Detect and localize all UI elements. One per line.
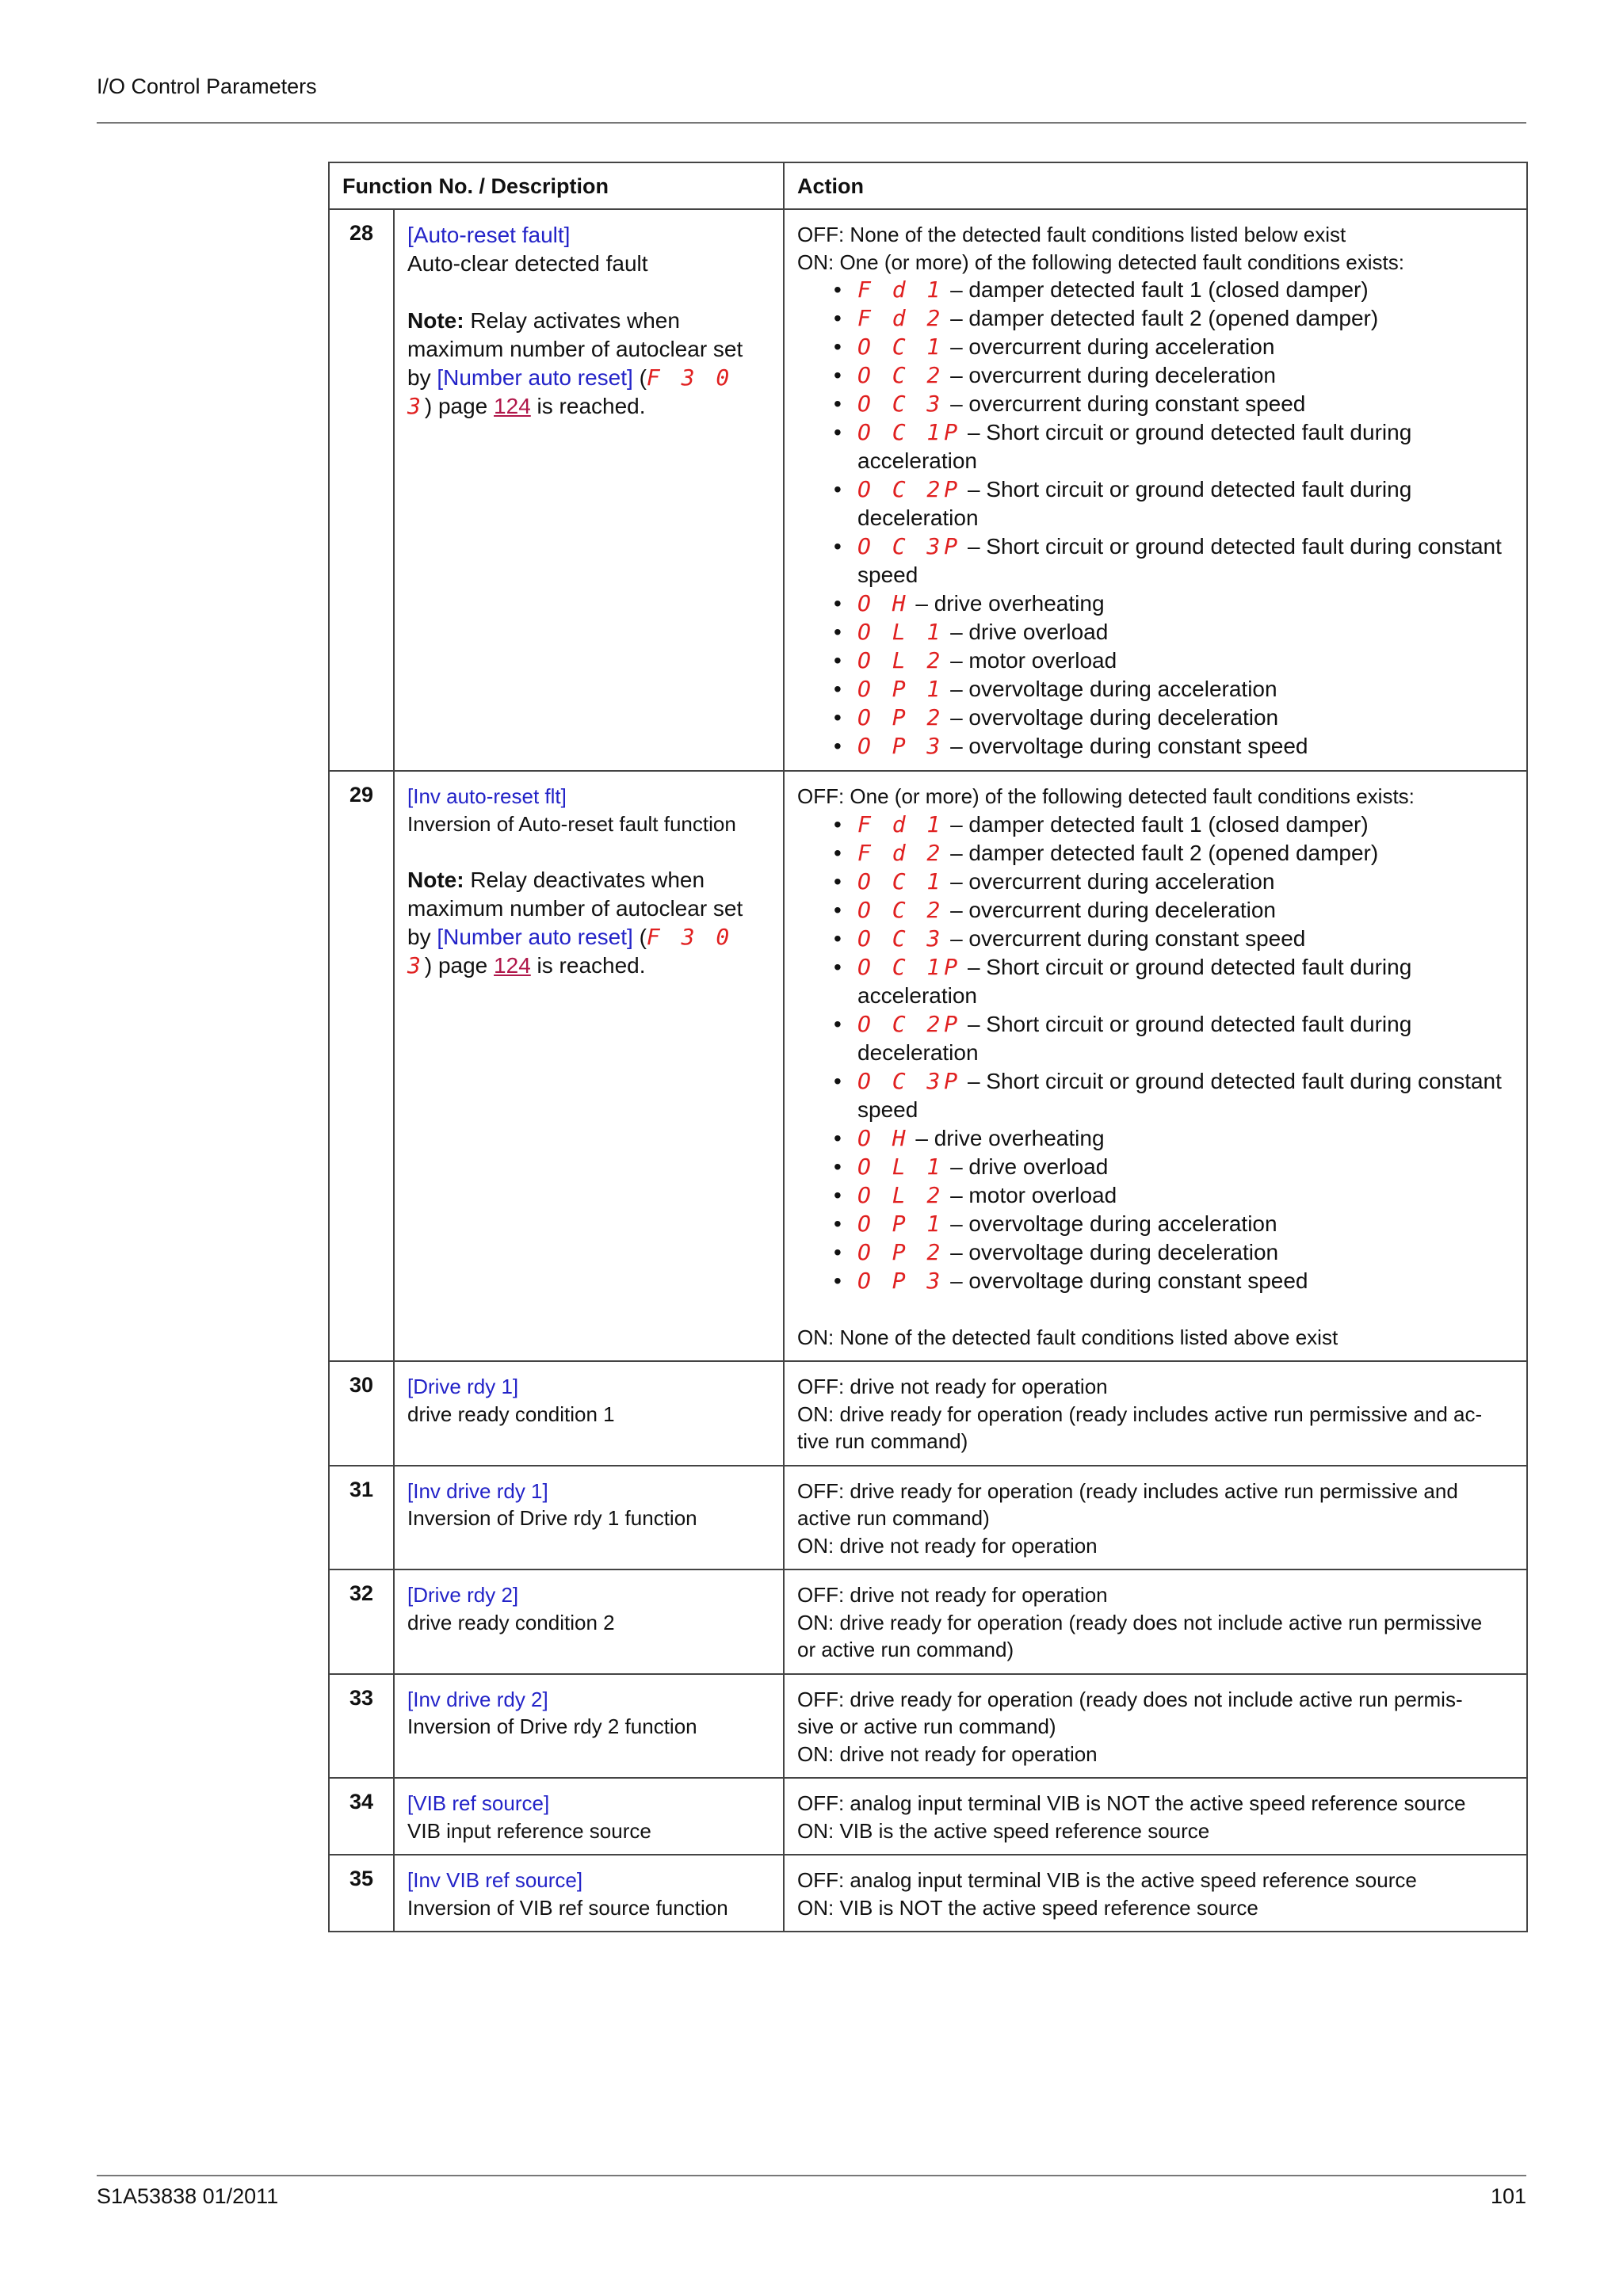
note-end: is reached.	[537, 953, 646, 978]
table-row	[329, 1855, 1527, 1932]
fault-text: – overcurrent during constant speed	[950, 391, 1306, 416]
fault-code: O C 3	[857, 925, 945, 952]
action-line: ON: drive ready for operation (ready includes active run permissive and ac-	[797, 1402, 1483, 1426]
paren-close: )	[424, 394, 433, 418]
fault-text: – overcurrent during acceleration	[950, 868, 1275, 894]
table-row	[329, 1569, 1527, 1674]
action-cell	[784, 1674, 1527, 1779]
fault-list-item	[834, 675, 1514, 704]
parameter-desc: drive ready condition 2	[407, 1610, 615, 1634]
parameter-name[interactable]: [Auto-reset fault]	[407, 223, 571, 247]
header-divider	[97, 122, 1526, 124]
function-number: 31	[329, 1466, 394, 1570]
parameter-name[interactable]: [Inv drive rdy 2]	[407, 1687, 548, 1711]
display-code: F 3 0 3	[407, 364, 734, 419]
fault-list-item	[834, 646, 1514, 675]
fault-code: O P 3	[857, 733, 945, 759]
fault-list-item	[834, 925, 1514, 953]
fault-text: – overvoltage during constant speed	[950, 1268, 1308, 1293]
fault-code: O C 2	[857, 362, 945, 388]
function-description	[394, 1361, 784, 1466]
fault-text: – drive overheating	[915, 1125, 1105, 1150]
fault-list-item	[834, 1067, 1514, 1124]
table-row	[329, 1466, 1527, 1570]
fault-code: O C 3P	[857, 533, 962, 559]
action-line: OFF: analog input terminal VIB is NOT the active speed reference source	[797, 1791, 1466, 1815]
fault-text: – overvoltage during deceleration	[950, 705, 1279, 730]
function-number: 32	[329, 1569, 394, 1674]
fault-text: – overcurrent during deceleration	[950, 363, 1276, 387]
fault-code: O H	[857, 1124, 910, 1151]
action-cell	[784, 1855, 1527, 1932]
note-label: Note:	[407, 868, 464, 892]
action-line: ON: drive not ready for operation	[797, 1533, 1098, 1558]
fault-code: F d 2	[857, 305, 945, 331]
fault-text: – motor overload	[950, 648, 1117, 673]
page-word: page	[437, 953, 488, 978]
function-description	[394, 771, 784, 1361]
parameter-name[interactable]: [VIB ref source]	[407, 1791, 550, 1815]
action-line: ON: drive ready for operation (ready does not include active run permissive	[797, 1610, 1483, 1634]
function-description	[394, 1855, 784, 1932]
parameter-desc: Inversion of Auto-reset fault function	[407, 811, 736, 836]
action-line: sive or active run command)	[797, 1714, 1056, 1738]
action-line: OFF: drive not ready for operation	[797, 1583, 1108, 1607]
fault-text: – drive overload	[950, 1154, 1109, 1179]
fault-code: O P 2	[857, 1238, 945, 1265]
fault-text: – overcurrent during deceleration	[950, 897, 1276, 922]
fault-list-item	[834, 618, 1514, 646]
fault-list-item	[834, 390, 1514, 418]
function-number: 34	[329, 1778, 394, 1855]
fault-list-item	[834, 361, 1514, 390]
fault-list-item	[834, 1153, 1514, 1181]
fault-text: – overvoltage during deceleration	[950, 1239, 1279, 1264]
action-line: OFF: drive ready for operation (ready includes active run permissive and	[797, 1478, 1458, 1503]
fault-code: O P 1	[857, 1210, 945, 1237]
parameter-desc: Inversion of Drive rdy 1 function	[407, 1506, 697, 1530]
function-number: 28	[329, 209, 394, 771]
fault-text: – Short circuit or ground detected fault during constant speed	[857, 1068, 1502, 1122]
note-text: Relay deactivates when maximum number of autoclear set by	[407, 868, 743, 949]
fault-list-item	[834, 1267, 1514, 1295]
display-code: F 3 0 3	[407, 924, 734, 978]
note	[407, 866, 770, 980]
fault-text: – overvoltage during acceleration	[950, 677, 1277, 701]
page-word: page	[437, 394, 488, 418]
fault-code: O C 3	[857, 391, 945, 417]
parameter-desc: VIB input reference source	[407, 1818, 651, 1843]
fault-list-item	[834, 589, 1514, 618]
action-cell	[784, 1361, 1527, 1466]
column-header-function: Function No. / Description	[329, 162, 784, 209]
fault-list	[797, 276, 1514, 761]
paren-close: )	[424, 953, 433, 978]
fault-code: F d 1	[857, 810, 945, 837]
action-line: ON: VIB is NOT the active speed reference source	[797, 1895, 1258, 1920]
table-row	[329, 1778, 1527, 1855]
table-row	[329, 1361, 1527, 1466]
function-number: 30	[329, 1361, 394, 1466]
parameter-desc: Auto-clear detected fault	[407, 251, 648, 276]
parameter-name[interactable]: [Drive rdy 1]	[407, 1375, 519, 1398]
fault-list-item	[834, 304, 1514, 333]
action-off: OFF: None of the detected fault conditions listed below exist	[797, 223, 1346, 246]
function-description	[394, 209, 784, 771]
fault-text: – overvoltage during constant speed	[950, 734, 1308, 758]
fault-code: O L 2	[857, 647, 945, 673]
parameter-name[interactable]: [Inv auto-reset flt]	[407, 784, 567, 808]
function-description	[394, 1569, 784, 1674]
fault-code: O C 2	[857, 896, 945, 923]
fault-code: O C 1	[857, 868, 945, 894]
fault-text: – overvoltage during acceleration	[950, 1211, 1277, 1236]
note	[407, 307, 770, 421]
fault-code: O P 1	[857, 676, 945, 702]
action-line: OFF: analog input terminal VIB is the active speed reference source	[797, 1868, 1417, 1892]
fault-code: O C 1P	[857, 953, 962, 980]
fault-text: – damper detected fault 2 (opened damper)	[950, 840, 1379, 865]
action-off: OFF: One (or more) of the following detected fault conditions exists:	[797, 784, 1415, 808]
note-label: Note:	[407, 308, 464, 333]
page-link[interactable]: 124	[494, 394, 531, 418]
column-header-action: Action	[784, 162, 1527, 209]
fault-list-item	[834, 1010, 1514, 1067]
action-cell	[784, 209, 1527, 771]
fault-list-item	[834, 896, 1514, 925]
note-text: Relay activates when maximum number of autoclear set by	[407, 308, 743, 390]
action-line: ON: VIB is the active speed reference source	[797, 1818, 1210, 1843]
parameters-table	[328, 162, 1528, 1932]
fault-text: – overcurrent during acceleration	[950, 334, 1275, 359]
fault-list	[797, 810, 1514, 1295]
fault-list-item	[834, 1210, 1514, 1238]
document-id: S1A53838 01/2011	[97, 2184, 279, 2208]
fault-code: O C 1P	[857, 419, 962, 445]
fault-code: O C 2P	[857, 476, 962, 502]
action-line: OFF: drive ready for operation (ready does not include active run permis-	[797, 1687, 1463, 1711]
table-row	[329, 771, 1527, 1361]
action-line: ON: drive not ready for operation	[797, 1741, 1098, 1766]
function-number: 33	[329, 1674, 394, 1779]
fault-code: O L 1	[857, 1153, 945, 1180]
action-cell	[784, 1569, 1527, 1674]
fault-text: – Short circuit or ground detected fault during acceleration	[857, 420, 1412, 473]
parameter-desc: Inversion of Drive rdy 2 function	[407, 1714, 697, 1738]
fault-list-item	[834, 1124, 1514, 1153]
function-number: 35	[329, 1855, 394, 1932]
fault-text: – Short circuit or ground detected fault during deceleration	[857, 1011, 1412, 1065]
action-line: tive run command)	[797, 1429, 968, 1453]
fault-text: – motor overload	[950, 1182, 1117, 1207]
fault-text: – Short circuit or ground detected fault during acceleration	[857, 954, 1412, 1008]
function-description	[394, 1674, 784, 1779]
table-row	[329, 1674, 1527, 1779]
fault-list-item	[834, 333, 1514, 361]
fault-text: – damper detected fault 1 (closed damper)	[950, 811, 1369, 837]
parameter-name[interactable]: [Inv VIB ref source]	[407, 1868, 583, 1892]
fault-list-item	[834, 418, 1514, 475]
fault-text: – overcurrent during constant speed	[950, 925, 1306, 951]
table-row	[329, 209, 1527, 771]
paren-open: (	[639, 365, 647, 390]
fault-list-item	[834, 704, 1514, 732]
fault-code: O P 2	[857, 704, 945, 730]
note-end: is reached.	[537, 394, 646, 418]
fault-code: O C 1	[857, 334, 945, 360]
fault-text: – drive overload	[950, 620, 1109, 644]
action-line: active run command)	[797, 1506, 990, 1530]
action-cell	[784, 771, 1527, 1361]
fault-text: – damper detected fault 2 (opened damper)	[950, 306, 1379, 330]
fault-list-item	[834, 868, 1514, 896]
action-line: or active run command)	[797, 1638, 1014, 1661]
action-cell	[784, 1466, 1527, 1570]
fault-code: O H	[857, 590, 910, 616]
fault-list-item	[834, 276, 1514, 304]
fault-code: F d 2	[857, 839, 945, 866]
page-header: I/O Control Parameters	[97, 74, 317, 98]
parameter-desc: Inversion of VIB ref source function	[407, 1895, 728, 1920]
fault-text: – Short circuit or ground detected fault during deceleration	[857, 477, 1412, 530]
fault-text: – Short circuit or ground detected fault during constant speed	[857, 534, 1502, 587]
paren-open: (	[639, 925, 647, 949]
fault-list-item	[834, 1238, 1514, 1267]
fault-list-item	[834, 1181, 1514, 1210]
fault-list-item	[834, 953, 1514, 1010]
fault-list-item	[834, 732, 1514, 761]
parameter-name[interactable]: [Drive rdy 2]	[407, 1583, 519, 1607]
function-description	[394, 1778, 784, 1855]
action-line: OFF: drive not ready for operation	[797, 1375, 1108, 1398]
table-header-row	[329, 162, 1527, 209]
parameter-name[interactable]: [Inv drive rdy 1]	[407, 1478, 548, 1503]
fault-list-item	[834, 475, 1514, 532]
fault-code: O C 3P	[857, 1067, 962, 1094]
note-link[interactable]: [Number auto reset]	[437, 365, 633, 390]
footer-divider	[97, 2175, 1526, 2176]
action-on: ON: None of the detected fault conditions listed above exist	[797, 1325, 1338, 1349]
note-link[interactable]: [Number auto reset]	[437, 925, 633, 949]
fault-code: O C 2P	[857, 1010, 962, 1037]
function-number: 29	[329, 771, 394, 1361]
action-on: ON: One (or more) of the following detected fault conditions exists:	[797, 250, 1404, 274]
fault-code: O P 3	[857, 1267, 945, 1294]
fault-list-item	[834, 810, 1514, 839]
page-number: 101	[1490, 2184, 1526, 2208]
fault-code: O L 2	[857, 1181, 945, 1208]
fault-text: – damper detected fault 1 (closed damper)	[950, 277, 1369, 302]
fault-code: O L 1	[857, 619, 945, 645]
function-description	[394, 1466, 784, 1570]
page-link[interactable]: 124	[494, 953, 531, 978]
parameter-desc: drive ready condition 1	[407, 1402, 615, 1426]
fault-list-item	[834, 839, 1514, 868]
fault-text: – drive overheating	[915, 591, 1105, 616]
fault-code: F d 1	[857, 277, 945, 303]
fault-list-item	[834, 532, 1514, 589]
action-cell	[784, 1778, 1527, 1855]
